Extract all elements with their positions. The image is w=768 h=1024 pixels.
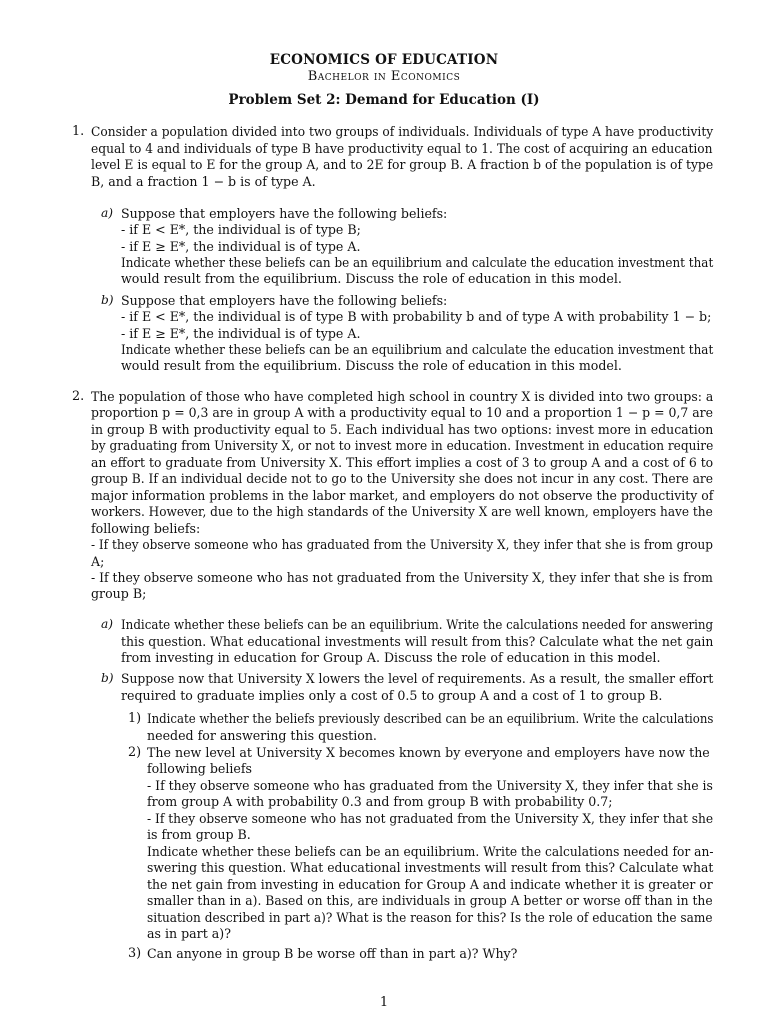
subpart-label: 2) <box>128 745 142 760</box>
part-text-line: this question. What educational investments will result from this? Calculate what the net gain <box>121 633 714 649</box>
part-text-line: Indicate whether these beliefs can be an equilibrium and calculate the education investment that <box>121 341 714 357</box>
part-text-line: Suppose that employers have the following beliefs: <box>121 293 448 308</box>
question-text-line: major information problems in the labor market, and employers do not observe the productivity of <box>91 487 714 503</box>
question-text-line: workers. However, due to the high standards of the University X are well known, employers have the <box>91 504 713 520</box>
part-label: b) <box>101 293 114 307</box>
question-text-line: an effort to graduate from University X. This effort implies a cost of 3 to group A and a cost of 6 to <box>91 454 714 470</box>
subpart-text-line: Can anyone in group B be worse off than in part a)? Why? <box>147 946 518 961</box>
part-text-line: - if E ≥ E*, the individual is of type A. <box>121 325 361 341</box>
question-text-line: Consider a population divided into two groups of individuals. Individuals of type A have productivity <box>91 124 714 139</box>
document-subtitle: Bachelor in Economics <box>307 69 461 84</box>
subpart-label: 3) <box>128 946 142 961</box>
subpart-text-line: is from group B. <box>147 827 251 843</box>
question-text-line: group B; <box>91 586 147 602</box>
document-title: ECONOMICS OF EDUCATION <box>269 52 499 68</box>
subpart-text-line: the net gain from investing in education for Group A and indicate whether it is greater or <box>147 876 713 892</box>
question-text-line: by graduating from University X, or not to invest more in education. Investment in education require <box>91 438 714 454</box>
subpart-text-line: - If they observe someone who has graduated from the University X, they infer that she is <box>147 777 713 793</box>
part-text-line: Indicate whether these beliefs can be an equilibrium. Write the calculations needed for answering <box>121 617 714 632</box>
question-text-line: A; <box>91 553 105 569</box>
part-label: a) <box>101 206 114 220</box>
question-number: 1. <box>72 124 85 139</box>
subpart-text-line: needed for answering this question. <box>147 727 377 743</box>
part-text-line: Suppose now that University X lowers the level of requirements. As a result, the smaller effort <box>121 671 714 686</box>
problem-set-title: Problem Set 2: Demand for Education (I) <box>228 92 540 108</box>
question-text-line: following beliefs: <box>91 520 201 536</box>
question-text-line: - If they observe someone who has graduated from the University X, they infer that she is from group <box>91 537 713 553</box>
part-label: b) <box>101 671 114 685</box>
part-text-line: - if E < E*, the individual is of type B; <box>121 222 361 238</box>
page-number: 1 <box>379 995 389 1010</box>
part-label: a) <box>101 617 114 631</box>
question-text-line: B, and a fraction 1 − b is of type A. <box>91 173 316 189</box>
subpart-text-line: Indicate whether these beliefs can be an equilibrium. Write the calculations needed for an- <box>147 843 714 859</box>
part-text-line: Indicate whether these beliefs can be an equilibrium and calculate the education investment that <box>121 254 714 270</box>
part-text-line: would result from the equilibrium. Discuss the role of education in this model. <box>121 271 622 287</box>
subpart-text-line: from group A with probability 0.3 and from group B with probability 0.7; <box>147 794 613 810</box>
subpart-text-line: - If they observe someone who has not graduated from the University X, they infer that she <box>147 810 714 826</box>
question-text-line: group B. If an individual decide not to go to the University she does not incur in any cost. There are <box>91 471 714 487</box>
question-number: 2. <box>72 389 85 404</box>
question-text-line: in group B with productivity equal to 5. Each individual has two options: invest more in education <box>91 421 714 437</box>
part-text-line: - if E < E*, the individual is of type B with probability b and of type A with probability 1 − b; <box>121 309 712 325</box>
part-text-line: required to graduate implies only a cost of 0.5 to group A and a cost of 1 to group B. <box>121 687 663 703</box>
subpart-text-line: smaller than in a). Based on this, are individuals in group A better or worse off than in the <box>147 893 713 909</box>
question-text-line: The population of those who have completed high school in country X is divided into two groups: a <box>91 389 714 404</box>
subpart-text-line: Indicate whether the beliefs previously described can be an equilibrium. Write the calculations <box>147 711 714 726</box>
part-text-line: Suppose that employers have the following beliefs: <box>121 206 448 221</box>
subpart-text-line: situation described in part a)? What is the reason for this? Is the role of education the same <box>147 909 713 925</box>
question-text-line: - If they observe someone who has not graduated from the University X, they infer that she is from <box>91 569 713 585</box>
question-text-line: level E is equal to E for the group A, and to 2E for group B. A fraction b of the population is of type <box>91 157 714 173</box>
question-text-line: equal to 4 and individuals of type B have productivity equal to 1. The cost of acquiring an education <box>91 140 713 156</box>
subpart-text-line: as in part a)? <box>147 925 231 941</box>
subpart-text-line: The new level at University X becomes known by everyone and employers have now the <box>147 745 710 760</box>
part-text-line: would result from the equilibrium. Discuss the role of education in this model. <box>121 358 622 374</box>
subpart-text-line: swering this question. What educational investments will result from this? Calculate what <box>147 860 714 876</box>
part-text-line: - if E ≥ E*, the individual is of type A. <box>121 238 361 254</box>
subpart-text-line: following beliefs <box>147 761 253 777</box>
part-text-line: from investing in education for Group A. Discuss the role of education in this model. <box>121 650 661 665</box>
question-text-line: proportion p = 0,3 are in group A with a productivity equal to 10 and a proportion 1 − p = 0,7 are <box>91 405 713 421</box>
subpart-label: 1) <box>128 711 142 726</box>
